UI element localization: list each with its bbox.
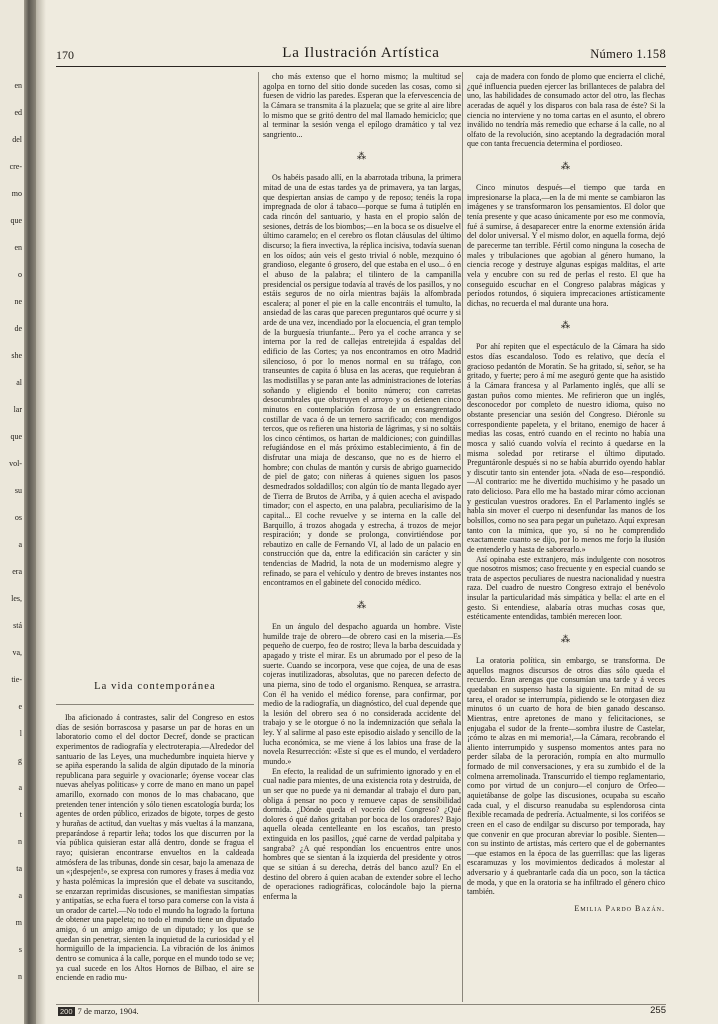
paragraph: Así opinaba este extranjero, más indulgente con nosotros que nosotros mismos; caso frecuente y en especial cuando se trata de aspectos peculiares de nuestra nacionalidad y nuestra raza. Del cuadro de nuestro Congreso extrajo el benévolo insular la particularidad más simpática y bella: el arte en el gesto. Si entendiese, alabaría otras muchas cosas que, estéticamente entendidas, también merecen loor. [467,554,665,622]
previous-page-fragment: lar [13,405,22,414]
folio-number: 255 [650,1005,666,1016]
section-title: La vida contemporánea [56,678,254,705]
previous-page-fragment: del [12,135,22,144]
previous-page-fragment: she [11,351,22,360]
previous-page-fragment: o [18,270,22,279]
library-badge: 200 [60,1007,73,1016]
page [36,0,718,1024]
section-separator: ⁂ [561,320,571,331]
previous-page-fragment: stá [13,621,22,630]
previous-page-fragment: e [18,702,22,711]
previous-page-fragment: m [15,918,22,927]
previous-page-fragment: n [18,972,22,981]
column-3 [467,72,665,1002]
previous-page-fragment: va, [12,648,22,657]
previous-page-fragment: a [18,540,22,549]
column-1-continued-text [56,72,254,674]
paragraph: Os habéis pasado allí, en la abarrotada tribuna, la primera mitad de una de estas tardes ya de primavera, ya tan largas, que despiertan ansias de campo y de reposo; tenéis la ropa impregnada de olor á tabaco—porque se fuma á tutiplén en cada rincón del santuario, y hasta en el propio salón de sesiones, detrás de los biombos;—en la boca se os disuelve el último caramelo; en el cerebro os flotan cláusulas del último discurso; la fiera invectiva, la réplica incisiva, todavía suenan en los oídos; aún veis el gesto trivial ó noble, mezquino ó grandioso, elegante ó grosero, del que estaba en el uso... ó en el abuso de la palabra; el tilintero de la campanilla presidencial os persigue todavía al través de los pasillos, y no estáis seguros de no oírla mientras bajáis la alfombrada escalera; al poner el pie en la calle encontráis el tumulto, la ansiedad de las caras que parecen preguntaros qué ocurre y si arde de una vez, incendiado por la elocuencia, el gran templo de la burguesía triunfante... Pero ya el coche arranca y se interna por la red de callejas entretejida á espaldas del edificio de las Cortes; ya nos encontramos en otro Madrid silencioso, ó por lo menos normal en su tráfago, con transeuntes de capita ó blusa en las aceras, que requiebran á las modistillas y se paran ante las administraciones de loterías soñando y eligiendo el bonito número; con carretas desocumbrales que obstruyen el arroyo y os detienen cinco minutos en contemplación forzosa de un ensangrentado costillar de vaca ó de un ternero sacrificado; con mendigos tercos, que os refieren una historia de lágrimas, y si no soltáis los cinco céntimos, os hartan de maldiciones; con guindillas refugiándose en el más próximo establecimiento, á fin de disfrutar una miaja de descanso, que no es de hierro el hombre; con chulas de mantón y cursis de abrigo guarnecido de piel de gato; con niñeras á quienes siguen los pasos desmedrados soldadillos; con algún tío de manta llegado ayer de Tierra de Brutos de Arriba, y á quien acecha el avispado timador; con el aspecto, en una palabra, peculiarísimo de la capital... El coche revuelve y se interna en la calle del Barquillo, á trozos ahogada y estrecha, á trozos de mejor respiración; y donde se prolonga, convirtiéndose por rebautizo en calle de Fernando VI, al lado de un palacio en construcción que da, entre la edificación sin carácter y sin tendencias de Madrid, la nota de un modernismo alegre y refinado, se para el vehículo y dentro de breves instantes nos encontramos en el gabinete del conocido médico. [263,173,461,588]
paragraph: En efecto, la realidad de un sufrimiento ignorado y en el cual nadie para mientes, de una existencia rota y destruida, de un ser que no puede ya ni demandar al trabajo el duro pan, obliga á pensar no poco y remueve capas de sensibilidad dormida. ¿Dónde queda el vocerío del Congreso? ¿Qué dolores ó qué daños gritaban por boca de los oradores? Bajo aquella oleada centelleante en los escaños, tan presto extinguida en los pasillos, ¿qué carne de verdad palpitaba y sangraba? ¿A qué respondían los encuentros entre unos hombres que se sientan á la izquierda del presidente y otros que se sitúan á su derecha, detrás del banco azul? En el destino del obrero á quien acaban de extender sobre el lecho de operaciones radiográficas, colocándole bajo la pierna enferma la [263,766,461,901]
section-separator: ⁂ [561,634,571,645]
page-spine-shadow [36,0,46,1024]
previous-page-fragment: a [18,783,22,792]
paragraph: cho más extenso que el horno mismo; la multitud se agolpa en torno del sitio donde suceden las cosas, como si fuesen de vidrio las paredes. Esperan que la efervescencia de la Cámara se transmita á la plazuela; que se grite al aire libre lo mismo que se gritó dentro del mal llamado hemiciclo; que al terminar la sesión venga el epílogo dramático y tal vez sangriento... [263,72,461,139]
previous-page-fragment: que [10,432,22,441]
previous-page-fragment: ed [14,108,22,117]
previous-page-fragment: ne [14,297,22,306]
previous-page-fragment: era [12,567,22,576]
previous-page-fragment: mo [11,189,22,198]
running-head [56,44,666,66]
previous-page-fragment: tie- [11,675,22,684]
paragraph: La oratoria política, sin embargo, se transforma. De aquellos magnos discursos de otros días sólo queda el recuerdo. Eran arengas que consumían una tarde y á veces quedaban en suspenso hasta la siguiente. En mitad de su tarea, el orador se interrumpía, pidiendo se le otorgasen diez minutos ó un cuarto de hora de bien ganado descanso. Mientras, entre apretones de mano y felicitaciones, se enjugaba el sudor de la frente—sombra ilustre de Castelar, ¡cómo te alzas en mi memoria!,—la Cámara, recobrando el aliento interrumpido y suspenso momentos antes para no perder sílaba de la peroración, rompía en alto murmullo formado de mil conversaciones, y era su zumbido el de la colmena arremolinada. Transcurrido el tiempo reglamentario, como por virtud de un conjuro—el conjuro de Orfeo—aquietábanse de golpe las discusiones, ocupaba su escaño cada cual, y el discurso reanudaba su esplendorosa cinta flexible recamada de pedrería. Actualmente, si los coriféos se creen en el caso de endilgar su discurso por temporada, hay que convenir en que procuran abreviar lo posible. Sienten—con su instinto de artistas, más certero que el de gobernantes—que estamos en la época de las guerrillas: que las ligeras escaramuzas y los movimientos dedicados á molestar al adversario y á quebrantarle cada día un poco, son la táctica de moda, y que en la oratoria se ha infiltrado el género chico también. [467,656,665,897]
column-1 [56,72,254,1002]
previous-page-fragment: cre- [9,162,22,171]
issue-number: Número 1.158 [590,47,666,61]
previous-page-fragment: g [18,756,22,765]
previous-page-fragment: l [19,729,22,738]
issue-date: 7 de marzo, 1904. [77,1006,139,1016]
paragraph: Por ahí repiten que el espectáculo de la Cámara ha sido estos días escandaloso. Todo es relativo, que decía el gracioso pedantón de Moratín. Se ha gritado, sí, señor, se ha gritado, y fuerte; pero á mí me aseguró gente que ha asistido á la Cámara francesa y al Parlamento inglés, que allí se gastan puños como mientes. Me refirieron que un inglés, desconocedor por completo de nuestro idioma, quiso no obstante presenciar una sesión del Congreso. Diéronle su correspondiente papeleta, y el britano, enemigo de hacer á medias las cosas, entró cuando en el recinto no había una mosca y salió cuando volvía el recinto á quedarse en la misma soledad por retirarse el último diputado. Preguntáronle después si no se había aburrido oyendo hablar y discutir tanto sin entender jota. «Nada de eso—respondió.—Al contrario: me he divertido muchísimo y he pasado un rato delicioso. Para ello me ha bastado mirar cómo accionan y gesticulan vuestros oradores. En el Parlamento inglés se habla sin mover el cuerpo ni desenfundar las manos de los bolsillos, como no sea para pegar un puñetazo. Aquí expresan tanto con la mímica, que yo, sí no he comprendido exactamente cuanto se dijo, por lo menos me forjo la ilusión de entenderlo y hasta de saborearlo.» [467,342,665,554]
previous-page-fragment: vol- [9,459,22,468]
previous-page-fragment: les, [11,594,22,603]
footer-date [58,1006,139,1016]
footer-rule [56,1004,666,1005]
previous-page-fragment: a [18,891,22,900]
previous-page-fragment: s [18,945,22,954]
previous-page-fragment: de [14,324,22,333]
previous-page-fragment: ta [16,864,22,873]
previous-page-fragment: en [14,81,22,90]
column-2 [263,72,461,1002]
previous-page-fragment: que [10,216,22,225]
previous-page-fragment: al [16,378,22,387]
book-gutter [24,0,36,1024]
section-separator: ⁂ [561,161,571,172]
paragraph: Cinco minutos después—el tiempo que tarda en impresionarse la placa,—en la de mi mente se cambiaron las imágenes y se transformaron los pensamientos. El dolor que tenía presente y que acaso únicamente por eso me conmovía, fué á sumirse, á desaparecer entre la enorme extensión árida del dolor universal. Y el mismo dolor, en aquella forma, dejó de parecerme tan terrible. Fértil como ninguna la cosecha de males y tribulaciones que agobian al género humano, la ciencia recoge y destruye algunas espigas malditas, el arte vela y encubre con su red de perlas el resto. El que ha conseguido escuchar en el Congreso palabras mágicas y períodos rotundos, ó siquiera imprecaciones artísticamente dichas, no recuerda el mal durante una hora. [467,183,665,308]
paragraph: En un ángulo del despacho aguarda un hombre. Viste humilde traje de obrero—de obrero casi en la miseria.—Es pequeño de cuerpo, feo de rostro; lleva la barba descuidada y apagado y triste el mirar. Es un abrumado por el peso de la suerte. Cuando se incorpora, vese que cojea, de una de esas cojeras inutilizadoras, absolutas, que no parecen defecto de una pierna, sino de todo el organismo. Renquea, se arrastra. Con él ha venido el médico forense, para confirmar, por medio de la radiografía, un diagnóstico, del cual depende que la lesión del obrero sea ó no considerada accidente del trabajo y se le otorgue ó no la indemnización que señala la ley. Y al salirme al paso este episodio aislado y sencillo de la lucha económica, se me viene á los labios una frase de la novela Resurrección: «Este sí que es el mundo, el verdadero mundo.» [263,622,461,766]
header-rule [56,66,666,67]
section-separator: ⁂ [357,151,367,162]
column-rule [258,72,259,1002]
previous-page-fragment: su [14,486,22,495]
author-signature: Emilia Pardo Bazán. [574,904,665,914]
previous-page-fragment: os [14,513,22,522]
section-separator: ⁂ [357,600,367,611]
previous-page-fragment: n [18,837,22,846]
paragraph: caja de madera con fondo de plomo que encierra el cliché, ¿qué influencia pueden ejercer las brillanteces de palabra del uno, las habilidades de consumado actor del otro, las flechas aceradas de aquél y los disparos con bala rasa de éste? Si la ciencia no interviene y no toma cartas en el asunto, el obrero inválido no tendría más remedio que echarse á la calle, no al olfato de la revolución, sino aceptando la degradación moral que con tanta frecuencia determina el pordioseo. [467,72,665,149]
paragraph: Iba aficionado á contrastes, salir del Congreso en estos días de sesión borrascosa y pasarse un par de horas en un laboratorio como el del doctor Decref, donde se practican experimentos de radiografía y electroterapia.—Alrededor del santuario de las Leyes, una muchedumbre inquieta hierve y se apiña esperando la salida de algún diputado de la minoría republicana para seguirle y ovacionarle; óyense vocear clas nuevas ahelyas politicas» y corre de mano en mano un papel amarillo, exornado con monos de lo mas chabacano, que pretenden tener intención y sólo tienen escatología burda; los agentes de orden público, erizados de bigote, torpes de gesto y hurañas de actitud, dan vueltas y más vueltas á la manzana, preparándose á repartir leña; todos los que discurren por la vía pública quisieran estar allá dentro, donde se fragua el rayo; quisieran encontrarse envueltos en la caldeada atmósfera de las tribunas, donde sin cesar, bajo la amenaza de un «¡despejen!», se expresa con rumores y frases á media voz y hasta polémicas la impresión que el debate va suscitando, se enzarzan reprimidas discusiones, se manifiestan simpatías y antipatías, se echa fuera el torso para comerse con la vista á un orador de cartel.—No todo el mundo ha logrado la fortuna de obtener una papeleta; no todo el mundo tiene un diputado amigo, ó un amigo amigo de un diputado; y los que se quedan sin penetrar, sienten la inquietud de la curiosidad y el hormiguillo de la impaciencia. La vibración de los ánimos dentro se comunica á la calle, porque en el mundo todo se ve; ya cual sucede en los Altos Hornos de Bilbao, el aire se enciende en radio mu- [56,713,254,983]
previous-page-edge [0,0,24,1024]
previous-page-fragment: en [14,243,22,252]
journal-title: La Ilustración Artística [282,45,440,61]
previous-page-fragment: t [19,810,22,819]
page-number: 170 [56,48,74,62]
column-rule [462,72,463,1002]
